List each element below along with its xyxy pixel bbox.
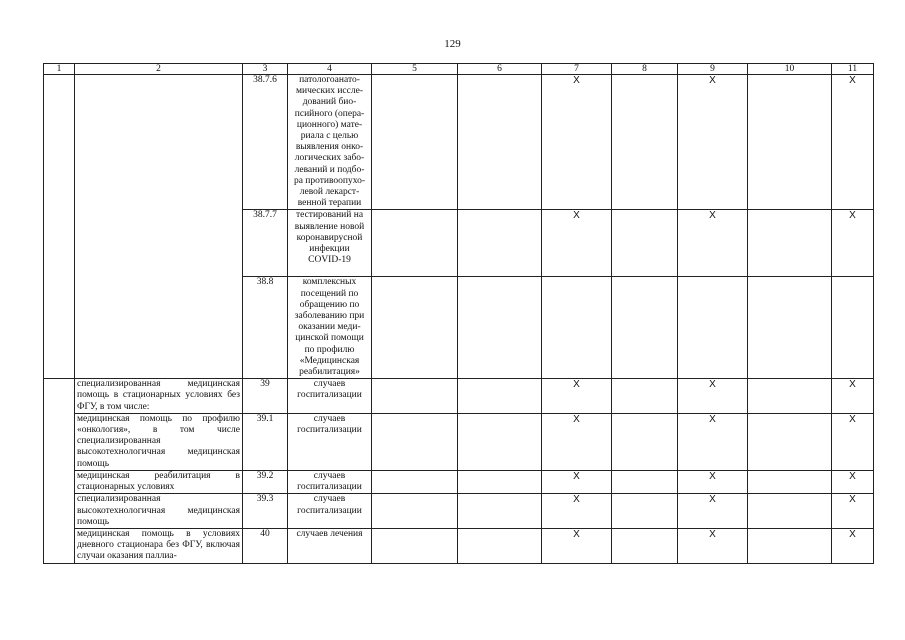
x-mark: X [678, 494, 748, 529]
cell [612, 379, 678, 414]
row-description: тестирований на выявление новой коронавирусной инфекции COVID-19 [288, 210, 372, 277]
cell [458, 528, 542, 563]
x-mark: X [542, 379, 612, 414]
x-mark: X [542, 494, 612, 529]
table-row [44, 470, 874, 493]
cell [748, 470, 832, 493]
x-mark: X [832, 210, 874, 277]
row-name: медицинская помощь в условиях дневного стационара без ФГУ, включая случаи оказания паллиа- [75, 528, 243, 563]
x-mark: X [678, 210, 748, 277]
cell [372, 75, 458, 210]
cell [748, 210, 832, 277]
x-mark: X [542, 528, 612, 563]
row-code: 38.7.7 [243, 210, 288, 277]
cell [372, 528, 458, 563]
row-code: 39.3 [243, 494, 288, 529]
x-mark: X [542, 210, 612, 277]
x-mark: X [678, 379, 748, 414]
x-mark: X [832, 75, 874, 210]
cell [748, 528, 832, 563]
row-name: медицинская реабилитация в стационарных условиях [75, 470, 243, 493]
cell [372, 413, 458, 470]
row-description: случаев госпитализации [288, 494, 372, 529]
row-code: 39.2 [243, 470, 288, 493]
row-code: 38.7.6 [243, 75, 288, 210]
row-description: патологоанато- мических иссле- дований био- псийного (опера- ционного) мате- риала с целью выявления онко- логических забо- леваний и подбо- ра противоопухо- левой лекарст- венной терапии [288, 75, 372, 210]
col-header: 3 [243, 64, 288, 75]
cell [612, 494, 678, 529]
col-header: 2 [75, 64, 243, 75]
cell [748, 277, 832, 379]
row-code: 38.8 [243, 277, 288, 379]
col-header: 6 [458, 64, 542, 75]
x-mark: X [832, 379, 874, 414]
data-table [43, 63, 874, 564]
cell [612, 413, 678, 470]
x-mark: X [832, 470, 874, 493]
row-description: случаев госпитализации [288, 413, 372, 470]
col-header: 11 [832, 64, 874, 75]
col-header: 8 [612, 64, 678, 75]
cell [458, 413, 542, 470]
col-header: 7 [542, 64, 612, 75]
row-code: 39.1 [243, 413, 288, 470]
cell [372, 494, 458, 529]
row-description: случаев лечения [288, 528, 372, 563]
cell [748, 413, 832, 470]
col-header: 5 [372, 64, 458, 75]
row-description: случаев госпитализации [288, 470, 372, 493]
row-code: 39 [243, 379, 288, 414]
x-mark: X [678, 413, 748, 470]
cell [458, 277, 542, 379]
cell [372, 379, 458, 414]
row-description: случаев госпитализации [288, 379, 372, 414]
col-header: 4 [288, 64, 372, 75]
x-mark: X [832, 413, 874, 470]
cell [372, 210, 458, 277]
table-row [44, 413, 874, 470]
cell [372, 277, 458, 379]
header-row [44, 64, 874, 75]
col1-cell [44, 379, 75, 563]
cell [612, 528, 678, 563]
cell [832, 277, 874, 379]
x-mark: X [542, 470, 612, 493]
cell [542, 277, 612, 379]
page-number: 129 [444, 38, 461, 50]
cell [458, 379, 542, 414]
x-mark: X [832, 494, 874, 529]
col-header: 10 [748, 64, 832, 75]
table-row [44, 494, 874, 529]
cell [612, 277, 678, 379]
x-mark: X [678, 528, 748, 563]
cell [458, 210, 542, 277]
row-code: 40 [243, 528, 288, 563]
cell [458, 470, 542, 493]
x-mark: X [678, 470, 748, 493]
table-row [44, 379, 874, 414]
cell [612, 470, 678, 493]
cell [678, 277, 748, 379]
col-header: 9 [678, 64, 748, 75]
table-row [44, 75, 874, 210]
x-mark: X [678, 75, 748, 210]
cell [458, 494, 542, 529]
x-mark: X [542, 413, 612, 470]
cell [748, 494, 832, 529]
table-row [44, 528, 874, 563]
row-name: медицинская помощь по профилю «онкология», в том числе специализированная высокотехнологичная медицинская помощь [75, 413, 243, 470]
col-header: 1 [44, 64, 75, 75]
col1-cell [44, 75, 75, 379]
x-mark: X [832, 528, 874, 563]
cell [748, 379, 832, 414]
cell [612, 75, 678, 210]
row-name: специализированная высокотехнологичная медицинская помощь [75, 494, 243, 529]
cell [458, 75, 542, 210]
cell [612, 210, 678, 277]
col2-cell [75, 75, 243, 379]
x-mark: X [542, 75, 612, 210]
cell [748, 75, 832, 210]
cell [372, 470, 458, 493]
row-description: комплексных посещений по обращению по заболеванию при оказании меди- цинской помощи по профилю «Медицинская реабилитация» [288, 277, 372, 379]
row-name: специализированная медицинская помощь в стационарных условиях без ФГУ, в том числе: [75, 379, 243, 414]
